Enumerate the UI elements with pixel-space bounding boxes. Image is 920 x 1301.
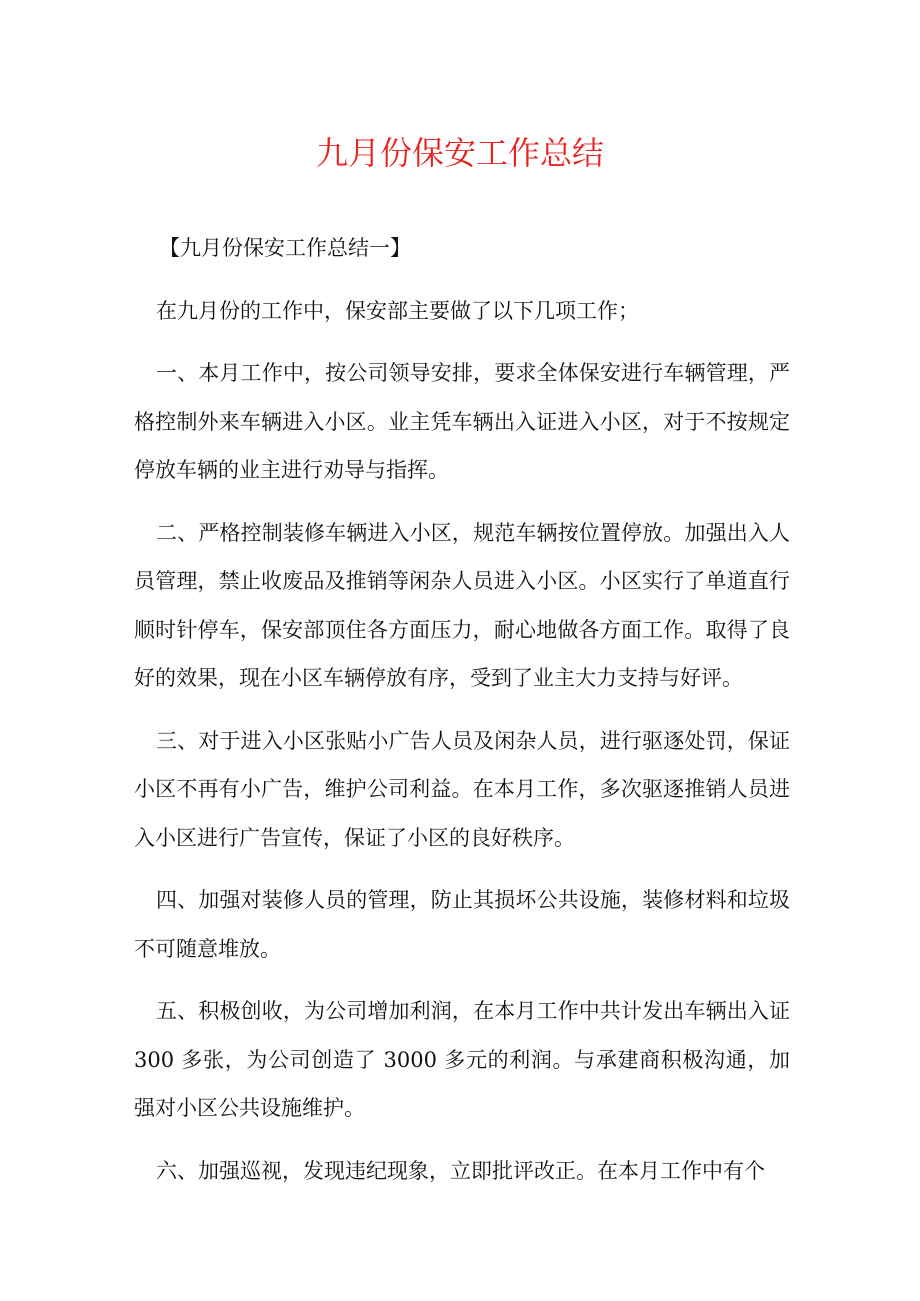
intro-paragraph: 在九月份的工作中，保安部主要做了以下几项工作； (156, 298, 639, 323)
paragraph-item-6: 六、加强巡视，发现违纪现象，立即批评改正。在本月工作中有个 (156, 1158, 765, 1183)
document-title: 九月份保安工作总结 (315, 134, 604, 172)
paragraph-item-2: 二、严格控制装修车辆进入小区，规范车辆按位置停放。加强出入人员管理，禁止收废品及推销等闲杂人员进入小区。小区实行了单道直行顺时针停车，保安部顶住各方面压力，耐心地做各方面工作。取得了良好的效果，现在小区车辆停放有序，受到了业主大力支持与好评。 (134, 520, 790, 690)
section-heading: 【九月份保安工作总结一】 (159, 236, 411, 260)
document-body (134, 224, 790, 1209)
paragraph-item-5: 五、积极创收，为公司增加利润，在本月工作中共计发出车辆出入证 300 多张，为公司创造了 3000 多元的利润。与承建商积极沟通，加强对小区公共设施维护。 (134, 999, 790, 1120)
paragraph-item-1: 一、本月工作中，按公司领导安排，要求全体保安进行车辆管理，严格控制外来车辆进入小区。业主凭车辆出入证进入小区，对于不按规定停放车辆的业主进行劝导与指挥。 (134, 361, 790, 482)
paragraph-item-4: 四、加强对装修人员的管理，防止其损坏公共设施，装修材料和垃圾不可随意堆放。 (134, 888, 790, 961)
paragraph-item-3: 三、对于进入小区张贴小广告人员及闲杂人员，进行驱逐处罚，保证小区不再有小广告，维护公司利益。在本月工作，多次驱逐推销人员进入小区进行广告宣传，保证了小区的良好秩序。 (134, 728, 790, 850)
